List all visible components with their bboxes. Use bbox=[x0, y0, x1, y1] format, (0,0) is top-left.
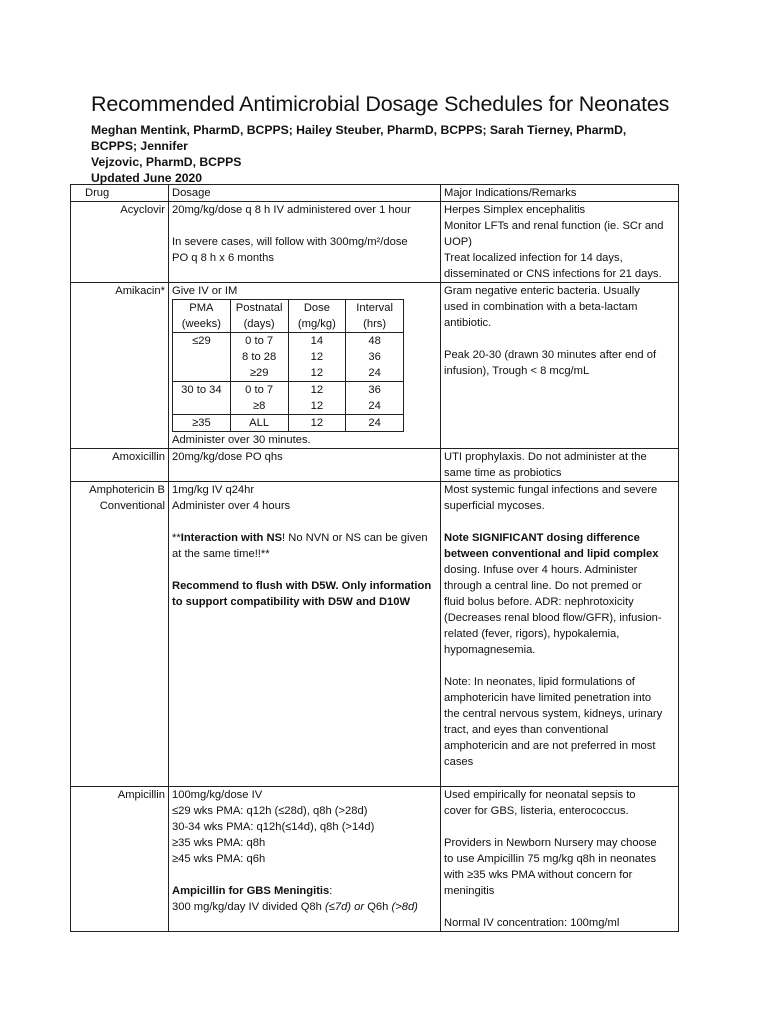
remarks-amikacin: Gram negative enteric bacteria. Usually used in combination with a beta-lactam antibiotic. Peak 20-30 (drawn 30 minutes after end of infusion), Trough < 8 mcg/mL bbox=[441, 283, 679, 449]
remarks-acyclovir: Herpes Simplex encephalitis Monitor LFTs and renal function (ie. SCr and UOP) Treat localized infection for 14 days, disseminated or CNS infections for 21 days. bbox=[441, 202, 679, 283]
inner-table-row: 8 to 28 12 36 bbox=[173, 349, 404, 365]
document-header bbox=[91, 92, 681, 186]
inner-table-row: ≥8 12 24 bbox=[173, 398, 404, 415]
inner-table-row: ≤29 0 to 7 14 48 bbox=[173, 333, 404, 350]
inner-header-row: (weeks) (days) (mg/kg) (hrs) bbox=[173, 316, 404, 333]
page-title: Recommended Antimicrobial Dosage Schedules for Neonates bbox=[91, 92, 670, 116]
authors: Meghan Mentink, PharmD, BCPPS; Hailey Steuber, PharmD, BCPPS; Sarah Tierney, PharmD, BCPPS; Jennifer Vejzovic, PharmD, BCPPS bbox=[91, 122, 627, 169]
inner-table-row: ≥29 12 24 bbox=[173, 365, 404, 382]
remarks-ampicillin: Used empirically for neonatal sepsis to cover for GBS, listeria, enterococcus. Providers in Newborn Nursery may choose to use Ampicillin 75 mg/kg q8h in neonates with ≥35 wks PMA without concern for meningitis Normal IV concentration: 100mg/ml bbox=[441, 787, 679, 932]
dosage-amikacin: Give IV or IM PMA Postnatal Dose Interval (weeks) (days) (mg/kg) (hrs) ≤29 0 to 7 14 48 8 to 28 12 36 ≥29 12 24 30 to 34 0 to 7 12 36 ≥8 12 24 ≥35 ALL 12 24 Administer over 30 minutes. bbox=[169, 283, 441, 449]
dosage-ampicillin: 100mg/kg/dose IV ≤29 wks PMA: q12h (≤28d), q8h (>28d) 30-34 wks PMA: q12h(≤14d), q8h (>14d) ≥35 wks PMA: q8h ≥45 wks PMA: q6h Ampicillin for GBS Meningitis: 300 mg/kg/day IV divided Q8h (≤7d) or Q6h (>8d) bbox=[169, 787, 441, 932]
inner-table-row: ≥35 ALL 12 24 bbox=[173, 415, 404, 432]
dosage-amphotericin: 1mg/kg IV q24hr Administer over 4 hours **Interaction with NS! No NVN or NS can be given at the same time!!** Recommend to flush with D5W. Only information to support compatibility with D5W and D10W bbox=[169, 482, 441, 787]
updated-date: Updated June 2020 bbox=[91, 170, 203, 185]
inner-header-row: PMA Postnatal Dose Interval bbox=[173, 300, 404, 317]
dosage-acyclovir: 20mg/kg/dose q 8 h IV administered over 1 hour In severe cases, will follow with 300mg/m²/dose PO q 8 h x 6 months bbox=[169, 202, 441, 283]
drug-name-amphotericin: Amphotericin B Conventional bbox=[71, 482, 169, 787]
inner-table-row: 30 to 34 0 to 7 12 36 bbox=[173, 382, 404, 399]
table-row bbox=[71, 787, 679, 932]
dosage-table bbox=[70, 184, 679, 932]
drug-name-amikacin: Amikacin* bbox=[71, 283, 169, 449]
dosage-amoxicillin: 20mg/kg/dose PO qhs bbox=[169, 449, 441, 482]
table-row bbox=[71, 283, 679, 449]
table-row bbox=[71, 202, 679, 283]
drug-name-ampicillin: Ampicillin bbox=[71, 787, 169, 932]
table-row bbox=[71, 449, 679, 482]
drug-name-acyclovir: Acyclovir bbox=[71, 202, 169, 283]
column-header-drug: Drug bbox=[71, 185, 169, 202]
table-header-row bbox=[71, 185, 679, 202]
remarks-amoxicillin: UTI prophylaxis. Do not administer at the same time as probiotics bbox=[441, 449, 679, 482]
column-header-remarks: Major Indications/Remarks bbox=[441, 185, 679, 202]
table-row bbox=[71, 482, 679, 787]
column-header-dosage: Dosage bbox=[169, 185, 441, 202]
amikacin-dosing-table bbox=[172, 299, 404, 432]
remarks-amphotericin: Most systemic fungal infections and severe superficial mycoses. Note SIGNIFICANT dosing difference between conventional and lipid complex dosing. Infuse over 4 hours. Administer through a central line. Do not premed or fluid bolus before. ADR: nephrotoxicity (Decreases renal blood flow/GFR), infusion- related (fever, rigors), hypokalemia, hypomagnesemia. Note: In neonates, lipid formulations of amphotericin have limited penetration into the central nervous system, kidneys, urinary tract, and eyes than conventional amphotericin and are not preferred in most cases bbox=[441, 482, 679, 787]
drug-name-amoxicillin: Amoxicillin bbox=[71, 449, 169, 482]
